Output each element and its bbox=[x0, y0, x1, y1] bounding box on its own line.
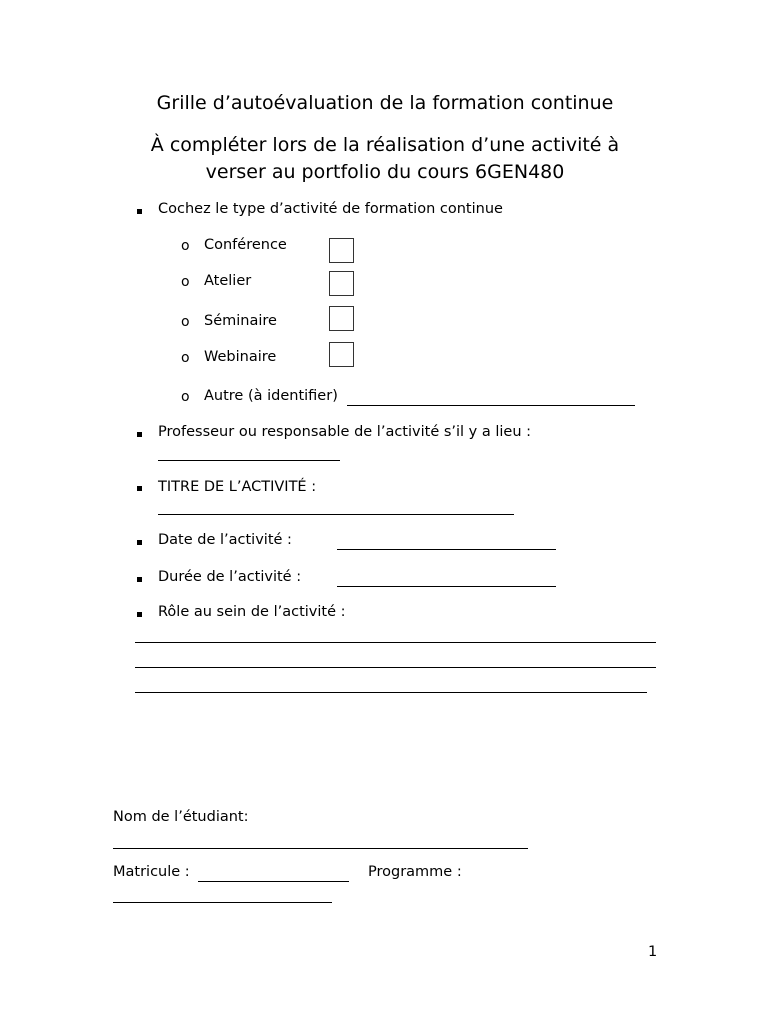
bullet-icon bbox=[137, 540, 142, 545]
option-label-conference: Conférence bbox=[204, 237, 287, 253]
date-label: Date de l’activité : bbox=[158, 532, 292, 548]
page-subtitle-line2: verser au portfolio du cours 6GEN480 bbox=[205, 161, 565, 183]
sub-bullet-icon: o bbox=[181, 238, 190, 254]
duration-label: Durée de l’activité : bbox=[158, 569, 302, 585]
option-label-autre: Autre (à identifier) bbox=[204, 388, 338, 404]
checkbox-atelier[interactable] bbox=[329, 271, 354, 296]
bullet-icon bbox=[137, 612, 142, 617]
student-name-label: Nom de l’étudiant: bbox=[113, 809, 249, 825]
page-number: 1 bbox=[648, 944, 658, 960]
matricule-label: Matricule : bbox=[113, 864, 190, 880]
role-input-line-3[interactable] bbox=[135, 692, 647, 693]
autre-input-line[interactable] bbox=[347, 405, 635, 406]
option-label-seminaire: Séminaire bbox=[204, 313, 277, 329]
checkbox-seminaire[interactable] bbox=[329, 306, 354, 331]
role-input-line-1[interactable] bbox=[135, 642, 656, 643]
sub-bullet-icon: o bbox=[181, 350, 190, 366]
sub-bullet-icon: o bbox=[181, 314, 190, 330]
activity-type-prompt: Cochez le type d’activité de formation continue bbox=[158, 201, 503, 217]
bullet-icon bbox=[137, 432, 142, 437]
page-title: Grille d’autoévaluation de la formation continue bbox=[156, 92, 614, 114]
matricule-input-line[interactable] bbox=[198, 881, 349, 882]
student-name-input-line[interactable] bbox=[113, 848, 528, 849]
option-label-atelier: Atelier bbox=[204, 273, 252, 289]
duration-input-line[interactable] bbox=[337, 586, 556, 587]
option-label-webinaire: Webinaire bbox=[204, 349, 277, 365]
page-subtitle-line1: À compléter lors de la réalisation d’une activité à bbox=[150, 134, 620, 156]
checkbox-webinaire[interactable] bbox=[329, 342, 354, 367]
activity-title-label: TITRE DE L’ACTIVITÉ : bbox=[158, 479, 317, 495]
programme-label: Programme : bbox=[368, 864, 462, 880]
role-input-line-2[interactable] bbox=[135, 667, 656, 668]
sub-bullet-icon: o bbox=[181, 274, 190, 290]
bullet-icon bbox=[137, 577, 142, 582]
bullet-icon bbox=[137, 209, 142, 214]
sub-bullet-icon: o bbox=[181, 389, 190, 405]
professor-label: Professeur ou responsable de l’activité s’il y a lieu : bbox=[158, 424, 532, 440]
bullet-icon bbox=[137, 486, 142, 491]
date-input-line[interactable] bbox=[337, 549, 556, 550]
activity-title-input-line[interactable] bbox=[158, 514, 514, 515]
role-label: Rôle au sein de l’activité : bbox=[158, 604, 346, 620]
professor-input-line[interactable] bbox=[158, 460, 340, 461]
checkbox-conference[interactable] bbox=[329, 238, 354, 263]
programme-input-line[interactable] bbox=[113, 902, 332, 903]
